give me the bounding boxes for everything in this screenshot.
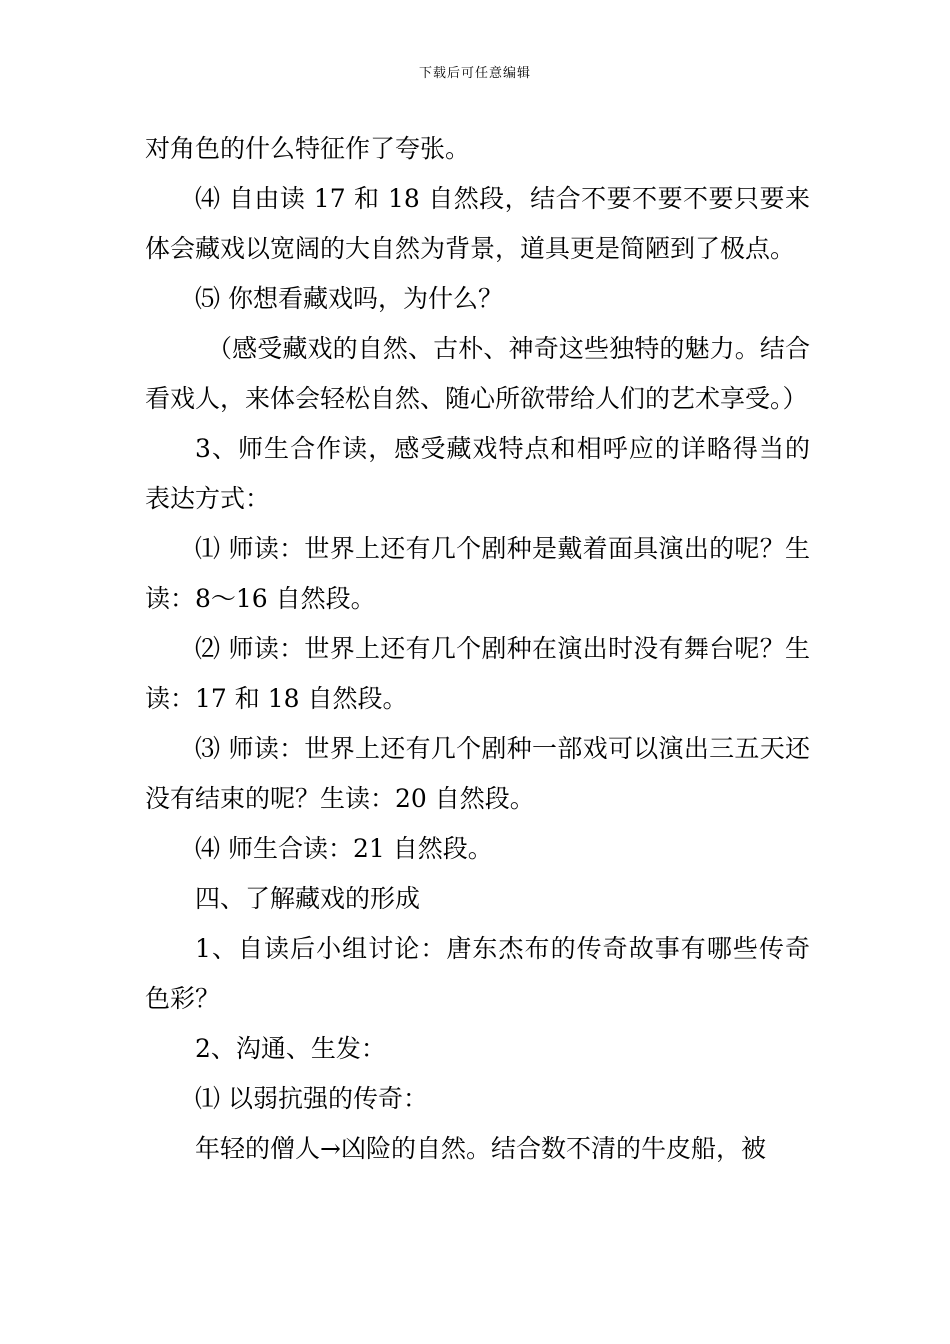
paragraph: 对角色的什么特征作了夸张。: [145, 134, 471, 163]
paragraph: ⑷ 自由读 17 和 18 自然段，结合不要不要不要只要来体会藏戏以宽阔的大自然为背景，道具更是简陋到了极点。: [145, 184, 810, 263]
paragraph: 1、自读后小组讨论：唐东杰布的传奇故事有哪些传奇色彩？: [145, 934, 810, 1013]
section-heading: 四、了解藏戏的形成: [195, 884, 421, 913]
page-header: 下载后可任意编辑: [418, 66, 531, 81]
paragraph: ⑵ 师读：世界上还有几个剧种在演出时没有舞台呢？生读：17 和 18 自然段。: [145, 634, 810, 713]
paragraph: 2、沟通、生发：: [195, 1034, 386, 1063]
paragraph: ⑶ 师读：世界上还有几个剧种一部戏可以演出三五天还没有结束的呢？生读：20 自然段。: [145, 734, 810, 813]
paragraph: ⑴ 师读：世界上还有几个剧种是戴着面具演出的呢？生读：8～16 自然段。: [145, 534, 810, 613]
paragraph: ⑷ 师生合读：21 自然段。: [195, 834, 493, 863]
paragraph: ⑴ 以弱抗强的传奇：: [195, 1084, 428, 1113]
paragraph: 3、师生合作读，感受藏戏特点和相呼应的详略得当的表达方式：: [145, 434, 810, 513]
document-body: [145, 124, 810, 1174]
paragraph: 年轻的僧人→凶险的自然。结合数不清的牛皮船，被: [195, 1134, 766, 1163]
paragraph: （感受藏戏的自然、古朴、神奇这些独特的魅力。结合看戏人，来体会轻松自然、随心所欲带给人们的艺术享受。）: [145, 334, 810, 413]
paragraph: ⑸ 你想看藏戏吗，为什么？: [195, 284, 503, 313]
